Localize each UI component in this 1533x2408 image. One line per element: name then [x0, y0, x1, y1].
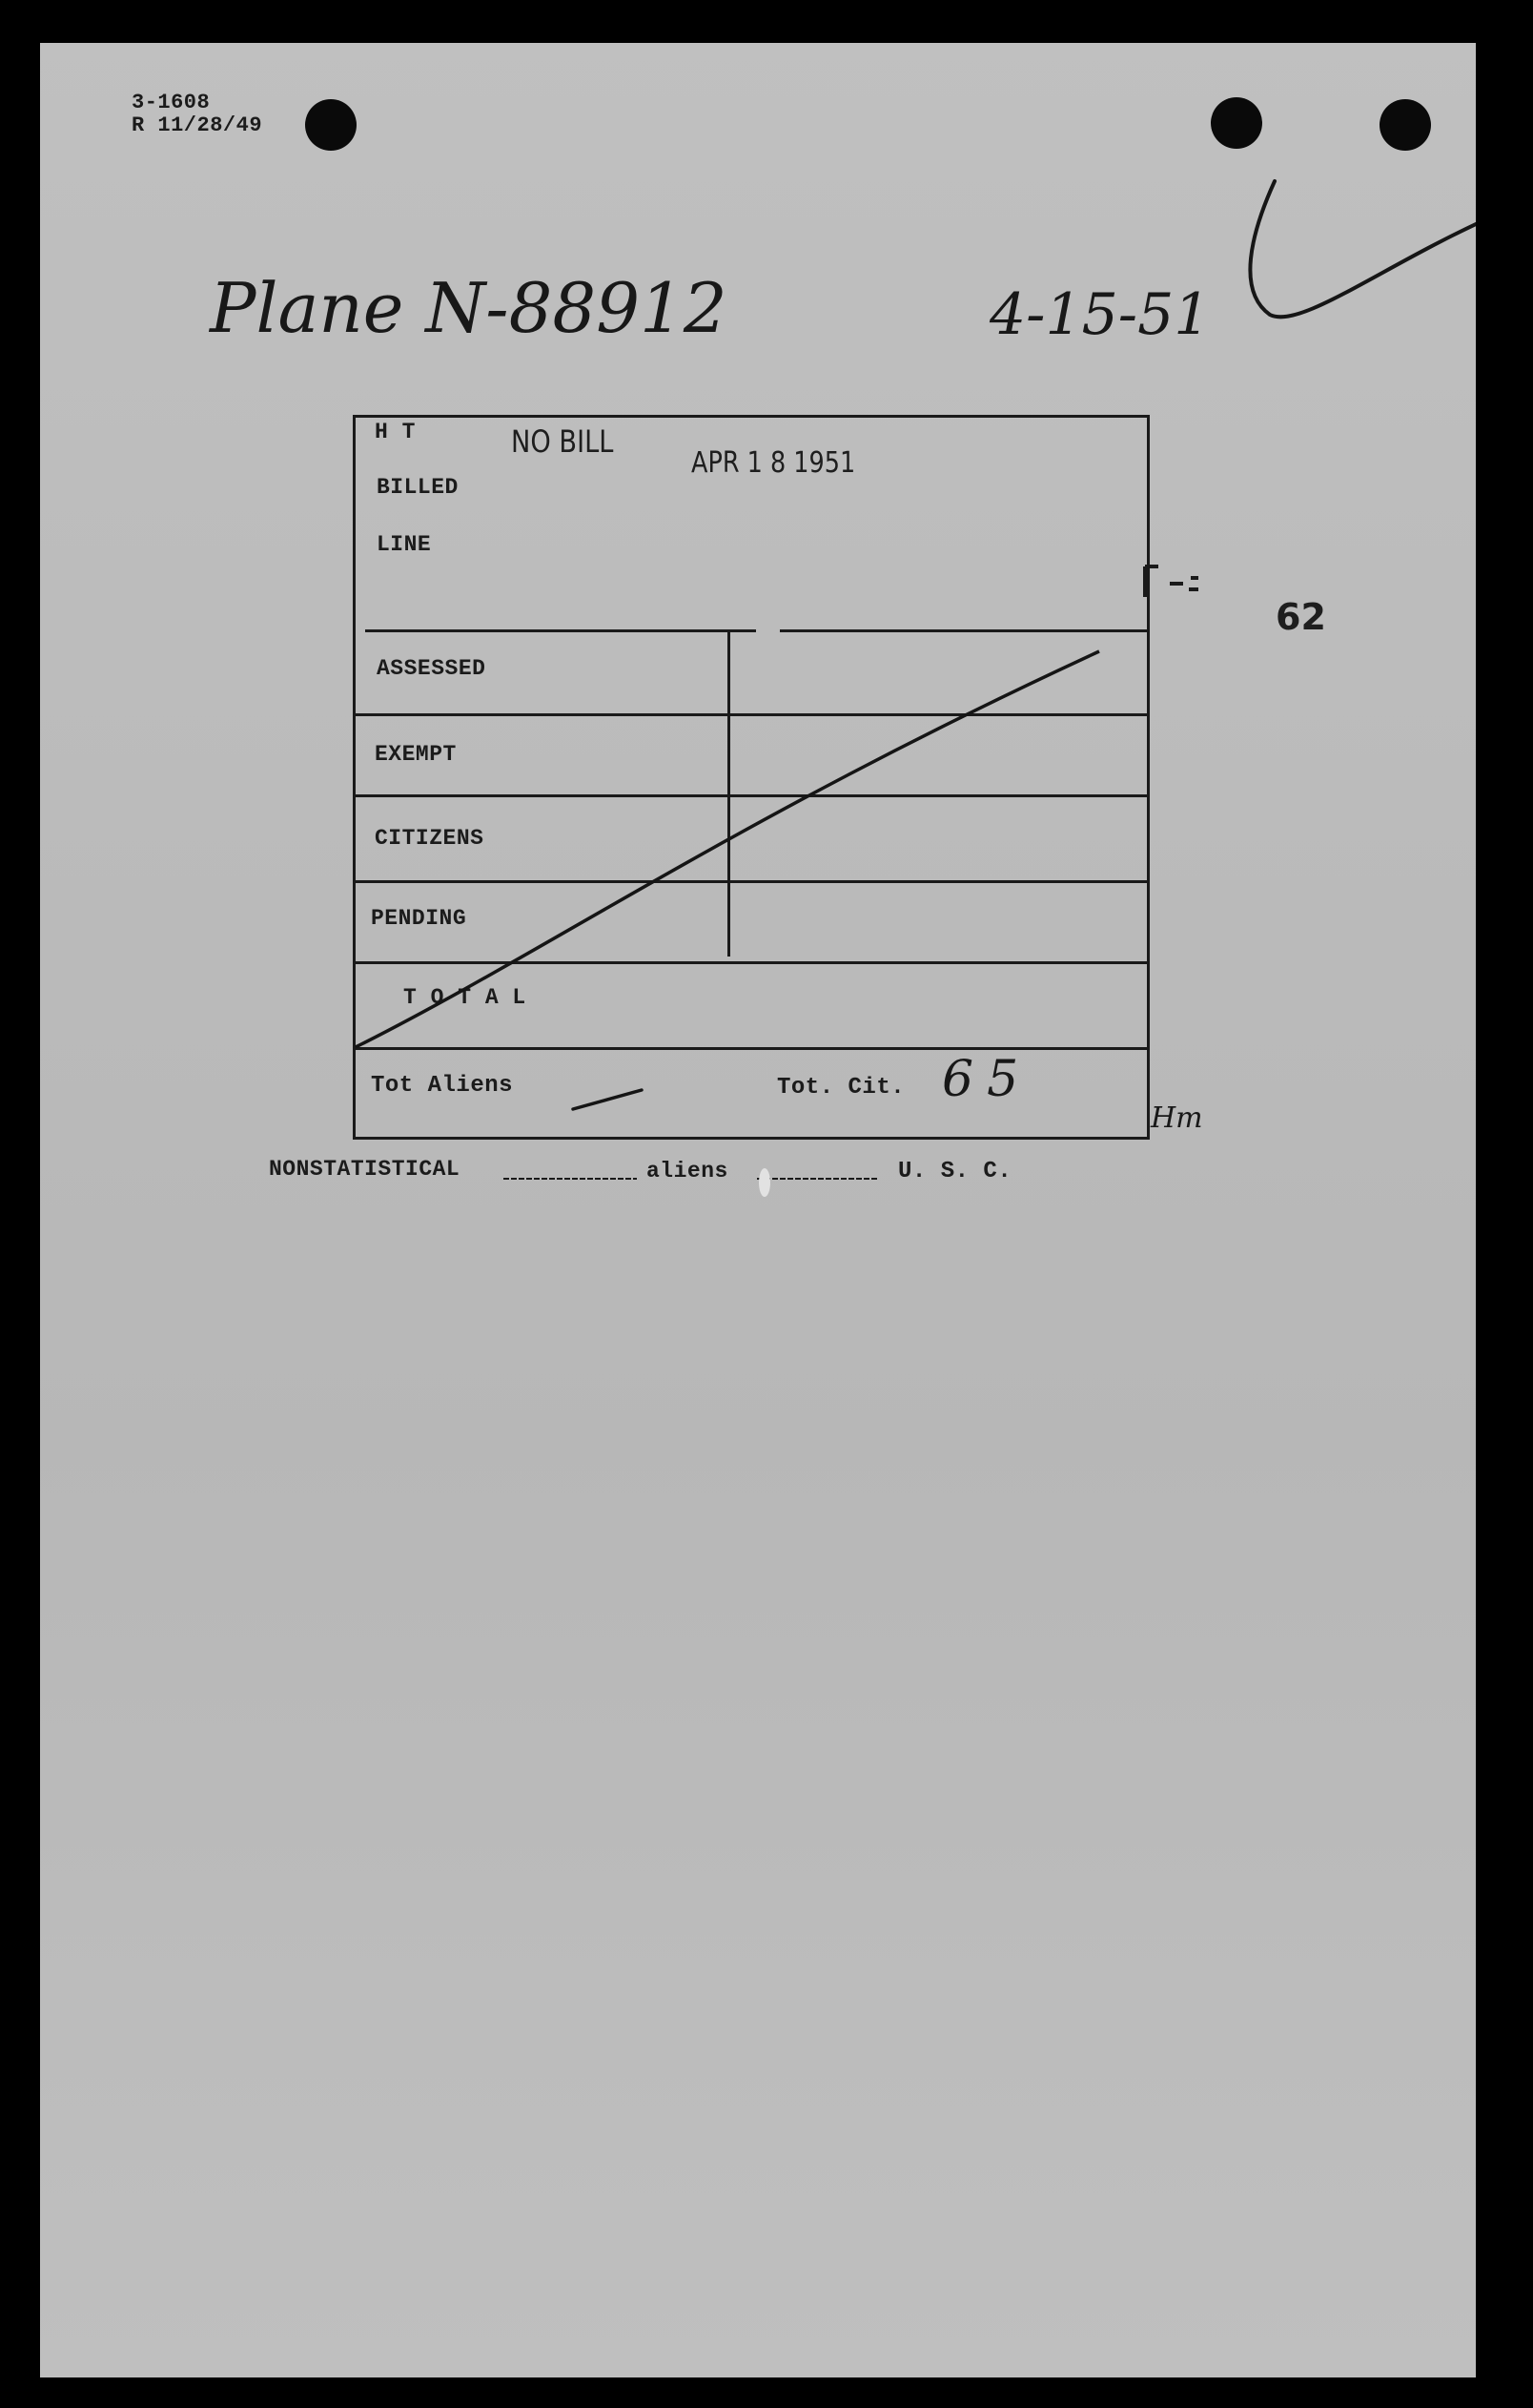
tot-cit-value: 65 [942, 1051, 1032, 1108]
form-number-line2: R 11/28/49 [132, 113, 263, 137]
side-number: 62 [1276, 596, 1326, 638]
aliens-blank [757, 1178, 877, 1180]
row-exempt-label: EXEMPT [375, 742, 457, 767]
cancel-stroke [356, 418, 1153, 1142]
plane-number: Plane N-88912 [210, 268, 727, 348]
tot-aliens-label: Tot Aliens [371, 1073, 514, 1099]
handwritten-date: 4-15-51 [990, 281, 1211, 348]
check-mark [40, 43, 1476, 424]
row-citizens-label: CITIZENS [375, 826, 484, 851]
received-date-stamp: APR 1 8 1951 [691, 446, 856, 480]
document-page [40, 43, 1476, 2377]
paper-smudge [759, 1168, 770, 1197]
initials: Hm [1151, 1101, 1203, 1135]
row-line-label: LINE [377, 532, 432, 557]
row-billed-label: BILLED [377, 475, 459, 500]
row-total-label: T O T A L [403, 985, 526, 1010]
tot-cit-label: Tot. Cit. [777, 1075, 906, 1101]
aliens-label: aliens [646, 1159, 728, 1183]
no-bill-stamp: NO BILL [511, 423, 614, 460]
row-pending-label: PENDING [371, 906, 467, 931]
row-ht-label: H T [375, 420, 416, 444]
row-assessed-label: ASSESSED [377, 656, 486, 681]
nonstatistical-blank [503, 1178, 637, 1180]
usc-label: U. S. C. [898, 1159, 1012, 1184]
form-number-line1: 3-1608 [132, 91, 211, 114]
manifest-form [353, 415, 1150, 1140]
side-mark [1141, 563, 1208, 610]
nonstatistical-label: NONSTATISTICAL [269, 1157, 460, 1182]
